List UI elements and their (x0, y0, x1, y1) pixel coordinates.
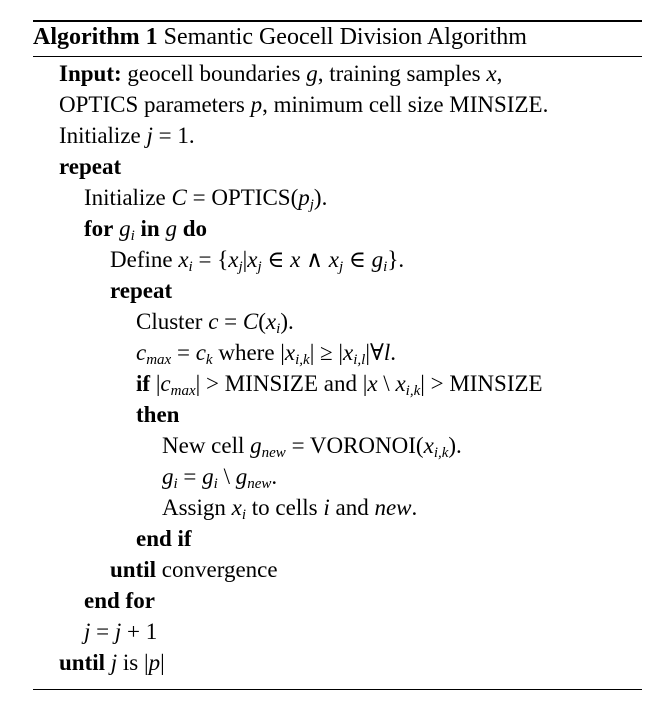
algo-line-then: then (136, 402, 180, 427)
algo-line-new-cell: New cell $g_{new}$ = $VORONOI(x_{i,k})$. (162, 433, 462, 461)
algo-line-assign: Assign $x_i$ to cells i and new. (162, 495, 418, 523)
algo-line-if: if $|c_{max}|$ > MINSIZE and |x \ $x_{i,k}|$ > MINSIZE (136, 371, 543, 399)
algo-line-input: Input: geocell boundaries g, training samples x, (59, 61, 503, 86)
algo-line-repeat-inner: repeat (110, 278, 173, 303)
algo-line-cmax: $c_{max} = c_k$ where $|x_{i,k}|$ ≥ $|x_{i,l}|\forall l$. (136, 340, 396, 368)
algo-line-cluster: Cluster $c = C(x_i)$. (136, 309, 294, 337)
algo-line-until-j: until j is |p| (59, 650, 165, 675)
caption-label: Algorithm 1 (33, 24, 158, 50)
algo-line-init-c: Initialize $C = OPTICS(p_j)$. (84, 185, 328, 213)
top-rule (33, 20, 642, 22)
algorithm-caption (33, 24, 527, 51)
caption-title: Semantic Geocell Division Algorithm (163, 24, 527, 50)
algo-line-repeat: repeat (59, 154, 122, 179)
algo-line-until-convergence: until convergence (110, 557, 278, 582)
algo-line-define: Define $x_i = \{x_j|x_j$ ∈ x ∧ $x_j$ ∈ $g_i$}. (110, 247, 405, 275)
algo-line-end-if: end if (136, 526, 192, 551)
algo-line-increment: j = j + 1 (84, 619, 158, 644)
bottom-rule (33, 689, 642, 690)
algo-line-end-for: end for (84, 588, 155, 613)
algo-line-gi-update: $g_i = g_i$ \ $g_{new}$. (162, 464, 278, 492)
algo-line-optics: OPTICS parameters p, minimum cell size MINSIZE. (59, 92, 549, 117)
algo-line-init-j: Initialize j = 1. (59, 123, 195, 148)
algo-line-for: for $g_i$ in g do (84, 216, 208, 244)
caption-rule (33, 56, 642, 57)
